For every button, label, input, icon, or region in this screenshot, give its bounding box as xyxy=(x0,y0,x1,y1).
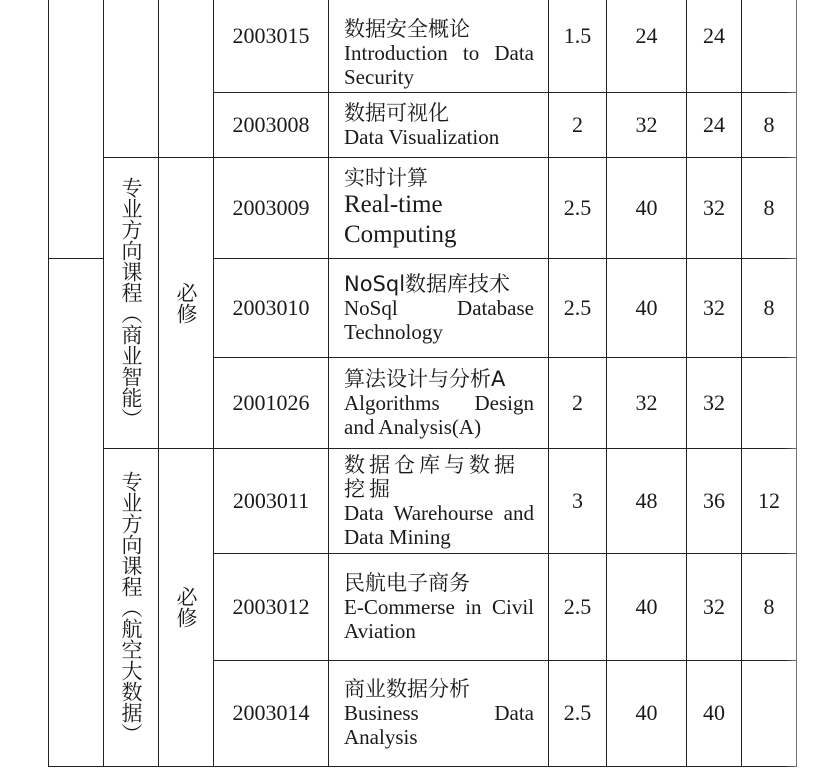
lab-hours xyxy=(742,660,797,766)
table-row xyxy=(49,0,797,92)
lab-hours: 8 xyxy=(742,157,797,258)
course-name xyxy=(329,553,549,660)
course-name-en: Introduction to Data Security xyxy=(344,40,534,89)
lecture-hours: 32 xyxy=(687,157,742,258)
category-cell-prev xyxy=(104,0,159,157)
total-hours: 48 xyxy=(607,448,687,553)
left-margin-cell xyxy=(49,0,104,258)
course-name xyxy=(329,448,549,553)
type-cell-prev xyxy=(159,0,214,157)
course-name-cn: 民航电子商务 xyxy=(344,570,470,595)
type-cell xyxy=(159,157,214,448)
course-name-cn: 数据安全概论 xyxy=(344,16,470,41)
course-name-en: Data Visualization xyxy=(344,124,500,149)
table-row xyxy=(49,157,797,258)
credit: 2.5 xyxy=(549,553,607,660)
credit: 2 xyxy=(549,357,607,448)
course-code: 2003008 xyxy=(214,92,329,157)
lab-hours: 8 xyxy=(742,258,797,357)
total-hours: 24 xyxy=(607,0,687,92)
course-name xyxy=(329,157,549,258)
category-cell xyxy=(104,157,159,448)
table-row xyxy=(49,448,797,553)
lecture-hours: 32 xyxy=(687,553,742,660)
total-hours: 40 xyxy=(607,157,687,258)
left-margin-cell xyxy=(49,258,104,766)
credit: 3 xyxy=(549,448,607,553)
lab-hours xyxy=(742,357,797,448)
lab-hours xyxy=(742,0,797,92)
course-code: 2003015 xyxy=(214,0,329,92)
lecture-hours: 24 xyxy=(687,92,742,157)
credit: 2.5 xyxy=(549,258,607,357)
course-name-cn: 算法设计与分析A xyxy=(344,366,506,391)
course-name-en: Algorithms Design and Analysis(A) xyxy=(344,390,534,439)
course-name xyxy=(329,357,549,448)
total-hours: 40 xyxy=(607,553,687,660)
course-name-en: E-Commerse in Civil Aviation xyxy=(344,594,534,643)
course-name-cn: 数据仓库与数据挖掘 xyxy=(344,452,519,501)
category-cell xyxy=(104,448,159,766)
course-name xyxy=(329,660,549,766)
course-code: 2003014 xyxy=(214,660,329,766)
total-hours: 40 xyxy=(607,660,687,766)
course-code: 2003011 xyxy=(214,448,329,553)
category-label: 专业方向课程（商业智能） xyxy=(119,176,143,429)
lab-hours: 8 xyxy=(742,92,797,157)
course-code: 2003009 xyxy=(214,157,329,258)
course-name-cn: 实时计算 xyxy=(344,165,428,190)
type-cell xyxy=(159,448,214,766)
course-code: 2001026 xyxy=(214,357,329,448)
total-hours: 32 xyxy=(607,92,687,157)
course-name-cn: 商业数据分析 xyxy=(344,677,470,701)
lecture-hours: 40 xyxy=(687,660,742,766)
course-name-en: Real-time Computing xyxy=(344,190,457,248)
required-label: 必修 xyxy=(174,281,198,324)
credit: 2.5 xyxy=(549,660,607,766)
course-code: 2003012 xyxy=(214,553,329,660)
course-name-cn: 数据可视化 xyxy=(344,100,449,125)
lecture-hours: 24 xyxy=(687,0,742,92)
lab-hours: 12 xyxy=(742,448,797,553)
course-name-cn: NoSql数据库技术 xyxy=(344,271,511,296)
lecture-hours: 32 xyxy=(687,258,742,357)
lab-hours: 8 xyxy=(742,553,797,660)
course-name xyxy=(329,258,549,357)
credit: 2.5 xyxy=(549,157,607,258)
lecture-hours: 36 xyxy=(687,448,742,553)
lecture-hours: 32 xyxy=(687,357,742,448)
course-table xyxy=(48,0,797,767)
course-name xyxy=(329,92,549,157)
course-name-en: Business Data Analysis xyxy=(344,701,534,749)
category-label: 专业方向课程（航空大数据） xyxy=(119,470,143,744)
course-name-en: NoSql Database Technology xyxy=(344,295,534,344)
total-hours: 40 xyxy=(607,258,687,357)
course-code: 2003010 xyxy=(214,258,329,357)
course-name-en: Data Warehourse and Data Mining xyxy=(344,500,534,549)
credit: 1.5 xyxy=(549,0,607,92)
credit: 2 xyxy=(549,92,607,157)
total-hours: 32 xyxy=(607,357,687,448)
required-label: 必修 xyxy=(174,586,198,628)
course-name xyxy=(329,0,549,92)
